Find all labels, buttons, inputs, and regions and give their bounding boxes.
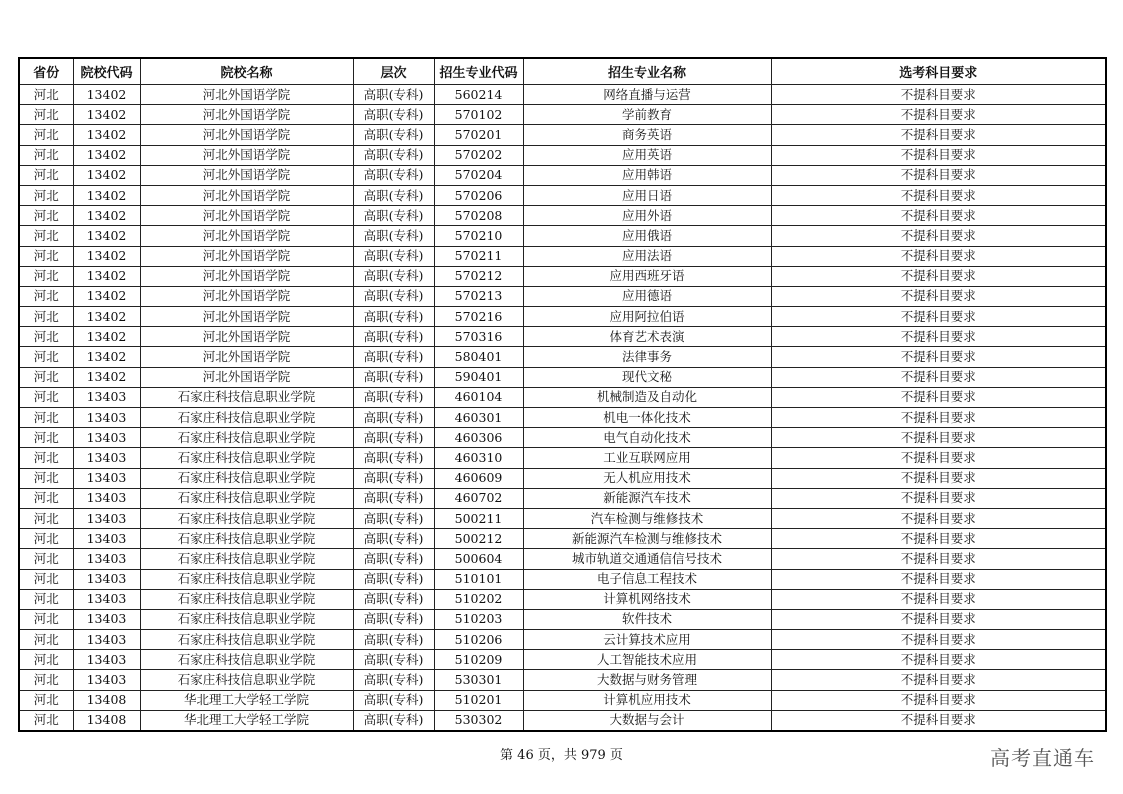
cell-school-name: 河北外国语学院: [140, 165, 353, 185]
cell-school-name: 河北外国语学院: [140, 125, 353, 145]
cell-school-code: 13403: [73, 468, 140, 488]
table-row: [19, 145, 1106, 165]
cell-subject-requirement: 不提科目要求: [771, 690, 1106, 710]
cell-major-code: 460310: [434, 448, 523, 468]
cell-level: 高职(专科): [353, 690, 434, 710]
cell-major-name: 应用英语: [523, 145, 771, 165]
cell-major-code: 570316: [434, 327, 523, 347]
cell-school-code: 13403: [73, 630, 140, 650]
cell-level: 高职(专科): [353, 428, 434, 448]
cell-province: 河北: [19, 468, 73, 488]
cell-school-code: 13408: [73, 710, 140, 731]
cell-major-name: 人工智能技术应用: [523, 650, 771, 670]
cell-major-code: 570210: [434, 226, 523, 246]
cell-level: 高职(专科): [353, 246, 434, 266]
table-body: [19, 85, 1106, 732]
cell-major-code: 510209: [434, 650, 523, 670]
cell-subject-requirement: 不提科目要求: [771, 85, 1106, 105]
cell-major-code: 570213: [434, 286, 523, 306]
cell-province: 河北: [19, 165, 73, 185]
cell-subject-requirement: 不提科目要求: [771, 468, 1106, 488]
cell-major-name: 软件技术: [523, 609, 771, 629]
cell-school-name: 河北外国语学院: [140, 286, 353, 306]
cell-major-code: 570212: [434, 266, 523, 286]
cell-major-code: 570211: [434, 246, 523, 266]
cell-major-name: 应用西班牙语: [523, 266, 771, 286]
cell-school-name: 石家庄科技信息职业学院: [140, 468, 353, 488]
cell-school-name: 河北外国语学院: [140, 266, 353, 286]
cell-level: 高职(专科): [353, 529, 434, 549]
cell-subject-requirement: 不提科目要求: [771, 508, 1106, 528]
cell-subject-requirement: 不提科目要求: [771, 226, 1106, 246]
cell-level: 高职(专科): [353, 185, 434, 205]
cell-province: 河北: [19, 246, 73, 266]
table-row: [19, 589, 1106, 609]
cell-major-name: 应用外语: [523, 206, 771, 226]
cell-school-code: 13403: [73, 549, 140, 569]
cell-level: 高职(专科): [353, 85, 434, 105]
table-row: [19, 468, 1106, 488]
cell-province: 河北: [19, 569, 73, 589]
cell-province: 河北: [19, 690, 73, 710]
cell-level: 高职(专科): [353, 408, 434, 428]
cell-province: 河北: [19, 286, 73, 306]
cell-major-code: 570206: [434, 185, 523, 205]
cell-major-code: 510202: [434, 589, 523, 609]
cell-level: 高职(专科): [353, 387, 434, 407]
table-row: [19, 85, 1106, 105]
cell-major-code: 570201: [434, 125, 523, 145]
cell-subject-requirement: 不提科目要求: [771, 206, 1106, 226]
cell-major-code: 570102: [434, 105, 523, 125]
table-row: [19, 670, 1106, 690]
cell-school-name: 石家庄科技信息职业学院: [140, 529, 353, 549]
cell-school-code: 13402: [73, 327, 140, 347]
cell-subject-requirement: 不提科目要求: [771, 408, 1106, 428]
cell-province: 河北: [19, 488, 73, 508]
cell-major-name: 大数据与财务管理: [523, 670, 771, 690]
cell-subject-requirement: 不提科目要求: [771, 650, 1106, 670]
cell-subject-requirement: 不提科目要求: [771, 165, 1106, 185]
cell-major-name: 云计算技术应用: [523, 630, 771, 650]
cell-subject-requirement: 不提科目要求: [771, 347, 1106, 367]
table-header-row: [19, 58, 1106, 85]
cell-subject-requirement: 不提科目要求: [771, 488, 1106, 508]
cell-major-name: 学前教育: [523, 105, 771, 125]
cell-school-name: 河北外国语学院: [140, 145, 353, 165]
cell-major-name: 新能源汽车检测与维修技术: [523, 529, 771, 549]
cell-school-code: 13402: [73, 85, 140, 105]
cell-school-name: 河北外国语学院: [140, 307, 353, 327]
table-row: [19, 286, 1106, 306]
table-row: [19, 569, 1106, 589]
cell-major-name: 应用法语: [523, 246, 771, 266]
cell-level: 高职(专科): [353, 609, 434, 629]
cell-province: 河北: [19, 549, 73, 569]
cell-major-code: 570216: [434, 307, 523, 327]
table-row: [19, 710, 1106, 731]
cell-school-code: 13403: [73, 609, 140, 629]
cell-major-name: 现代文秘: [523, 367, 771, 387]
cell-subject-requirement: 不提科目要求: [771, 327, 1106, 347]
cell-province: 河北: [19, 387, 73, 407]
cell-level: 高职(专科): [353, 569, 434, 589]
cell-major-name: 汽车检测与维修技术: [523, 508, 771, 528]
cell-subject-requirement: 不提科目要求: [771, 609, 1106, 629]
cell-subject-requirement: 不提科目要求: [771, 630, 1106, 650]
cell-province: 河北: [19, 105, 73, 125]
cell-school-code: 13403: [73, 488, 140, 508]
cell-major-code: 510101: [434, 569, 523, 589]
header-major-name: 招生专业名称: [523, 58, 771, 85]
cell-province: 河北: [19, 428, 73, 448]
cell-level: 高职(专科): [353, 670, 434, 690]
watermark-text: 高考直通车: [990, 746, 1095, 770]
cell-province: 河北: [19, 650, 73, 670]
cell-school-name: 石家庄科技信息职业学院: [140, 408, 353, 428]
cell-major-name: 应用阿拉伯语: [523, 307, 771, 327]
cell-school-code: 13403: [73, 408, 140, 428]
table-row: [19, 448, 1106, 468]
table-row: [19, 165, 1106, 185]
cell-school-code: 13403: [73, 508, 140, 528]
cell-level: 高职(专科): [353, 206, 434, 226]
cell-subject-requirement: 不提科目要求: [771, 589, 1106, 609]
cell-major-name: 无人机应用技术: [523, 468, 771, 488]
cell-school-name: 河北外国语学院: [140, 367, 353, 387]
cell-province: 河北: [19, 508, 73, 528]
cell-school-code: 13402: [73, 185, 140, 205]
header-province: 省份: [19, 58, 73, 85]
cell-major-name: 计算机应用技术: [523, 690, 771, 710]
table-row: [19, 650, 1106, 670]
cell-school-code: 13403: [73, 569, 140, 589]
cell-major-name: 大数据与会计: [523, 710, 771, 731]
cell-school-code: 13403: [73, 529, 140, 549]
cell-province: 河北: [19, 529, 73, 549]
cell-province: 河北: [19, 448, 73, 468]
cell-level: 高职(专科): [353, 266, 434, 286]
cell-major-name: 法律事务: [523, 347, 771, 367]
table-row: [19, 690, 1106, 710]
cell-level: 高职(专科): [353, 327, 434, 347]
header-major-code: 招生专业代码: [434, 58, 523, 85]
cell-school-name: 石家庄科技信息职业学院: [140, 650, 353, 670]
cell-school-name: 华北理工大学轻工学院: [140, 710, 353, 731]
cell-province: 河北: [19, 589, 73, 609]
cell-major-name: 应用德语: [523, 286, 771, 306]
cell-level: 高职(专科): [353, 307, 434, 327]
table-row: [19, 630, 1106, 650]
cell-province: 河北: [19, 408, 73, 428]
cell-subject-requirement: 不提科目要求: [771, 387, 1106, 407]
cell-school-code: 13402: [73, 367, 140, 387]
cell-major-code: 530302: [434, 710, 523, 731]
cell-subject-requirement: 不提科目要求: [771, 569, 1106, 589]
cell-province: 河北: [19, 670, 73, 690]
cell-school-code: 13403: [73, 448, 140, 468]
cell-major-name: 网络直播与运营: [523, 85, 771, 105]
cell-level: 高职(专科): [353, 630, 434, 650]
cell-subject-requirement: 不提科目要求: [771, 266, 1106, 286]
cell-school-code: 13403: [73, 670, 140, 690]
cell-school-code: 13402: [73, 307, 140, 327]
cell-major-code: 510203: [434, 609, 523, 629]
cell-subject-requirement: 不提科目要求: [771, 710, 1106, 731]
cell-level: 高职(专科): [353, 286, 434, 306]
cell-major-code: 580401: [434, 347, 523, 367]
cell-major-name: 商务英语: [523, 125, 771, 145]
cell-major-code: 460301: [434, 408, 523, 428]
cell-school-name: 石家庄科技信息职业学院: [140, 589, 353, 609]
cell-subject-requirement: 不提科目要求: [771, 529, 1106, 549]
table-row: [19, 549, 1106, 569]
cell-province: 河北: [19, 630, 73, 650]
cell-school-code: 13403: [73, 589, 140, 609]
cell-province: 河北: [19, 145, 73, 165]
admission-table-container: [18, 57, 1105, 732]
cell-school-name: 石家庄科技信息职业学院: [140, 569, 353, 589]
header-level: 层次: [353, 58, 434, 85]
cell-school-name: 石家庄科技信息职业学院: [140, 670, 353, 690]
cell-school-code: 13402: [73, 125, 140, 145]
cell-level: 高职(专科): [353, 468, 434, 488]
table-row: [19, 226, 1106, 246]
cell-major-name: 机电一体化技术: [523, 408, 771, 428]
table-row: [19, 246, 1106, 266]
cell-major-code: 460306: [434, 428, 523, 448]
cell-province: 河北: [19, 609, 73, 629]
cell-level: 高职(专科): [353, 549, 434, 569]
cell-level: 高职(专科): [353, 226, 434, 246]
cell-level: 高职(专科): [353, 589, 434, 609]
cell-school-name: 石家庄科技信息职业学院: [140, 549, 353, 569]
table-row: [19, 185, 1106, 205]
cell-province: 河北: [19, 307, 73, 327]
cell-school-code: 13402: [73, 145, 140, 165]
cell-school-name: 石家庄科技信息职业学院: [140, 387, 353, 407]
table-row: [19, 488, 1106, 508]
cell-school-name: 河北外国语学院: [140, 327, 353, 347]
cell-level: 高职(专科): [353, 145, 434, 165]
cell-major-name: 应用俄语: [523, 226, 771, 246]
cell-major-code: 570204: [434, 165, 523, 185]
cell-major-code: 460104: [434, 387, 523, 407]
cell-major-name: 电子信息工程技术: [523, 569, 771, 589]
cell-province: 河北: [19, 226, 73, 246]
table-row: [19, 307, 1106, 327]
cell-subject-requirement: 不提科目要求: [771, 105, 1106, 125]
cell-subject-requirement: 不提科目要求: [771, 549, 1106, 569]
cell-school-name: 河北外国语学院: [140, 226, 353, 246]
cell-subject-requirement: 不提科目要求: [771, 185, 1106, 205]
cell-subject-requirement: 不提科目要求: [771, 307, 1106, 327]
cell-level: 高职(专科): [353, 710, 434, 731]
cell-school-name: 河北外国语学院: [140, 246, 353, 266]
cell-major-code: 500604: [434, 549, 523, 569]
cell-school-code: 13408: [73, 690, 140, 710]
cell-school-name: 石家庄科技信息职业学院: [140, 609, 353, 629]
cell-subject-requirement: 不提科目要求: [771, 428, 1106, 448]
table-row: [19, 206, 1106, 226]
cell-school-name: 河北外国语学院: [140, 347, 353, 367]
cell-level: 高职(专科): [353, 165, 434, 185]
cell-school-code: 13402: [73, 266, 140, 286]
cell-major-code: 460609: [434, 468, 523, 488]
cell-school-code: 13403: [73, 428, 140, 448]
cell-school-name: 河北外国语学院: [140, 206, 353, 226]
table-row: [19, 609, 1106, 629]
cell-major-name: 体育艺术表演: [523, 327, 771, 347]
table-row: [19, 428, 1106, 448]
cell-province: 河北: [19, 347, 73, 367]
cell-school-code: 13402: [73, 105, 140, 125]
cell-level: 高职(专科): [353, 448, 434, 468]
cell-province: 河北: [19, 266, 73, 286]
cell-school-code: 13402: [73, 206, 140, 226]
cell-major-name: 城市轨道交通通信信号技术: [523, 549, 771, 569]
table-row: [19, 408, 1106, 428]
cell-level: 高职(专科): [353, 347, 434, 367]
cell-province: 河北: [19, 710, 73, 731]
cell-major-code: 500211: [434, 508, 523, 528]
cell-level: 高职(专科): [353, 367, 434, 387]
cell-school-name: 河北外国语学院: [140, 105, 353, 125]
header-school-name: 院校名称: [140, 58, 353, 85]
admission-table: [18, 57, 1107, 732]
table-row: [19, 508, 1106, 528]
cell-school-code: 13402: [73, 347, 140, 367]
cell-level: 高职(专科): [353, 488, 434, 508]
cell-major-name: 应用日语: [523, 185, 771, 205]
cell-subject-requirement: 不提科目要求: [771, 246, 1106, 266]
cell-major-name: 电气自动化技术: [523, 428, 771, 448]
cell-major-code: 570208: [434, 206, 523, 226]
cell-major-name: 计算机网络技术: [523, 589, 771, 609]
cell-school-name: 石家庄科技信息职业学院: [140, 488, 353, 508]
cell-major-code: 560214: [434, 85, 523, 105]
cell-school-code: 13402: [73, 226, 140, 246]
cell-major-code: 570202: [434, 145, 523, 165]
cell-school-code: 13402: [73, 165, 140, 185]
cell-school-code: 13402: [73, 246, 140, 266]
table-row: [19, 327, 1106, 347]
cell-level: 高职(专科): [353, 105, 434, 125]
cell-school-name: 石家庄科技信息职业学院: [140, 630, 353, 650]
page-number: 第 46 页，共 979 页: [500, 748, 623, 763]
cell-school-name: 河北外国语学院: [140, 185, 353, 205]
cell-major-name: 应用韩语: [523, 165, 771, 185]
header-subject-requirement: 选考科目要求: [771, 58, 1106, 85]
cell-subject-requirement: 不提科目要求: [771, 367, 1106, 387]
cell-school-name: 石家庄科技信息职业学院: [140, 508, 353, 528]
table-row: [19, 125, 1106, 145]
header-school-code: 院校代码: [73, 58, 140, 85]
table-row: [19, 367, 1106, 387]
table-row: [19, 387, 1106, 407]
cell-level: 高职(专科): [353, 125, 434, 145]
cell-subject-requirement: 不提科目要求: [771, 145, 1106, 165]
cell-province: 河北: [19, 185, 73, 205]
table-row: [19, 529, 1106, 549]
cell-province: 河北: [19, 367, 73, 387]
cell-school-code: 13403: [73, 387, 140, 407]
table-row: [19, 266, 1106, 286]
cell-school-code: 13402: [73, 286, 140, 306]
cell-school-name: 华北理工大学轻工学院: [140, 690, 353, 710]
cell-level: 高职(专科): [353, 508, 434, 528]
cell-school-name: 河北外国语学院: [140, 85, 353, 105]
cell-subject-requirement: 不提科目要求: [771, 670, 1106, 690]
cell-major-code: 510201: [434, 690, 523, 710]
cell-subject-requirement: 不提科目要求: [771, 448, 1106, 468]
cell-school-code: 13403: [73, 650, 140, 670]
cell-province: 河北: [19, 327, 73, 347]
cell-major-code: 530301: [434, 670, 523, 690]
cell-major-code: 510206: [434, 630, 523, 650]
cell-school-name: 石家庄科技信息职业学院: [140, 428, 353, 448]
cell-school-name: 石家庄科技信息职业学院: [140, 448, 353, 468]
cell-major-code: 590401: [434, 367, 523, 387]
table-row: [19, 347, 1106, 367]
cell-major-name: 工业互联网应用: [523, 448, 771, 468]
cell-level: 高职(专科): [353, 650, 434, 670]
cell-subject-requirement: 不提科目要求: [771, 125, 1106, 145]
cell-major-name: 机械制造及自动化: [523, 387, 771, 407]
table-row: [19, 105, 1106, 125]
cell-major-code: 500212: [434, 529, 523, 549]
cell-subject-requirement: 不提科目要求: [771, 286, 1106, 306]
cell-major-name: 新能源汽车技术: [523, 488, 771, 508]
cell-province: 河北: [19, 206, 73, 226]
cell-major-code: 460702: [434, 488, 523, 508]
cell-province: 河北: [19, 125, 73, 145]
cell-province: 河北: [19, 85, 73, 105]
